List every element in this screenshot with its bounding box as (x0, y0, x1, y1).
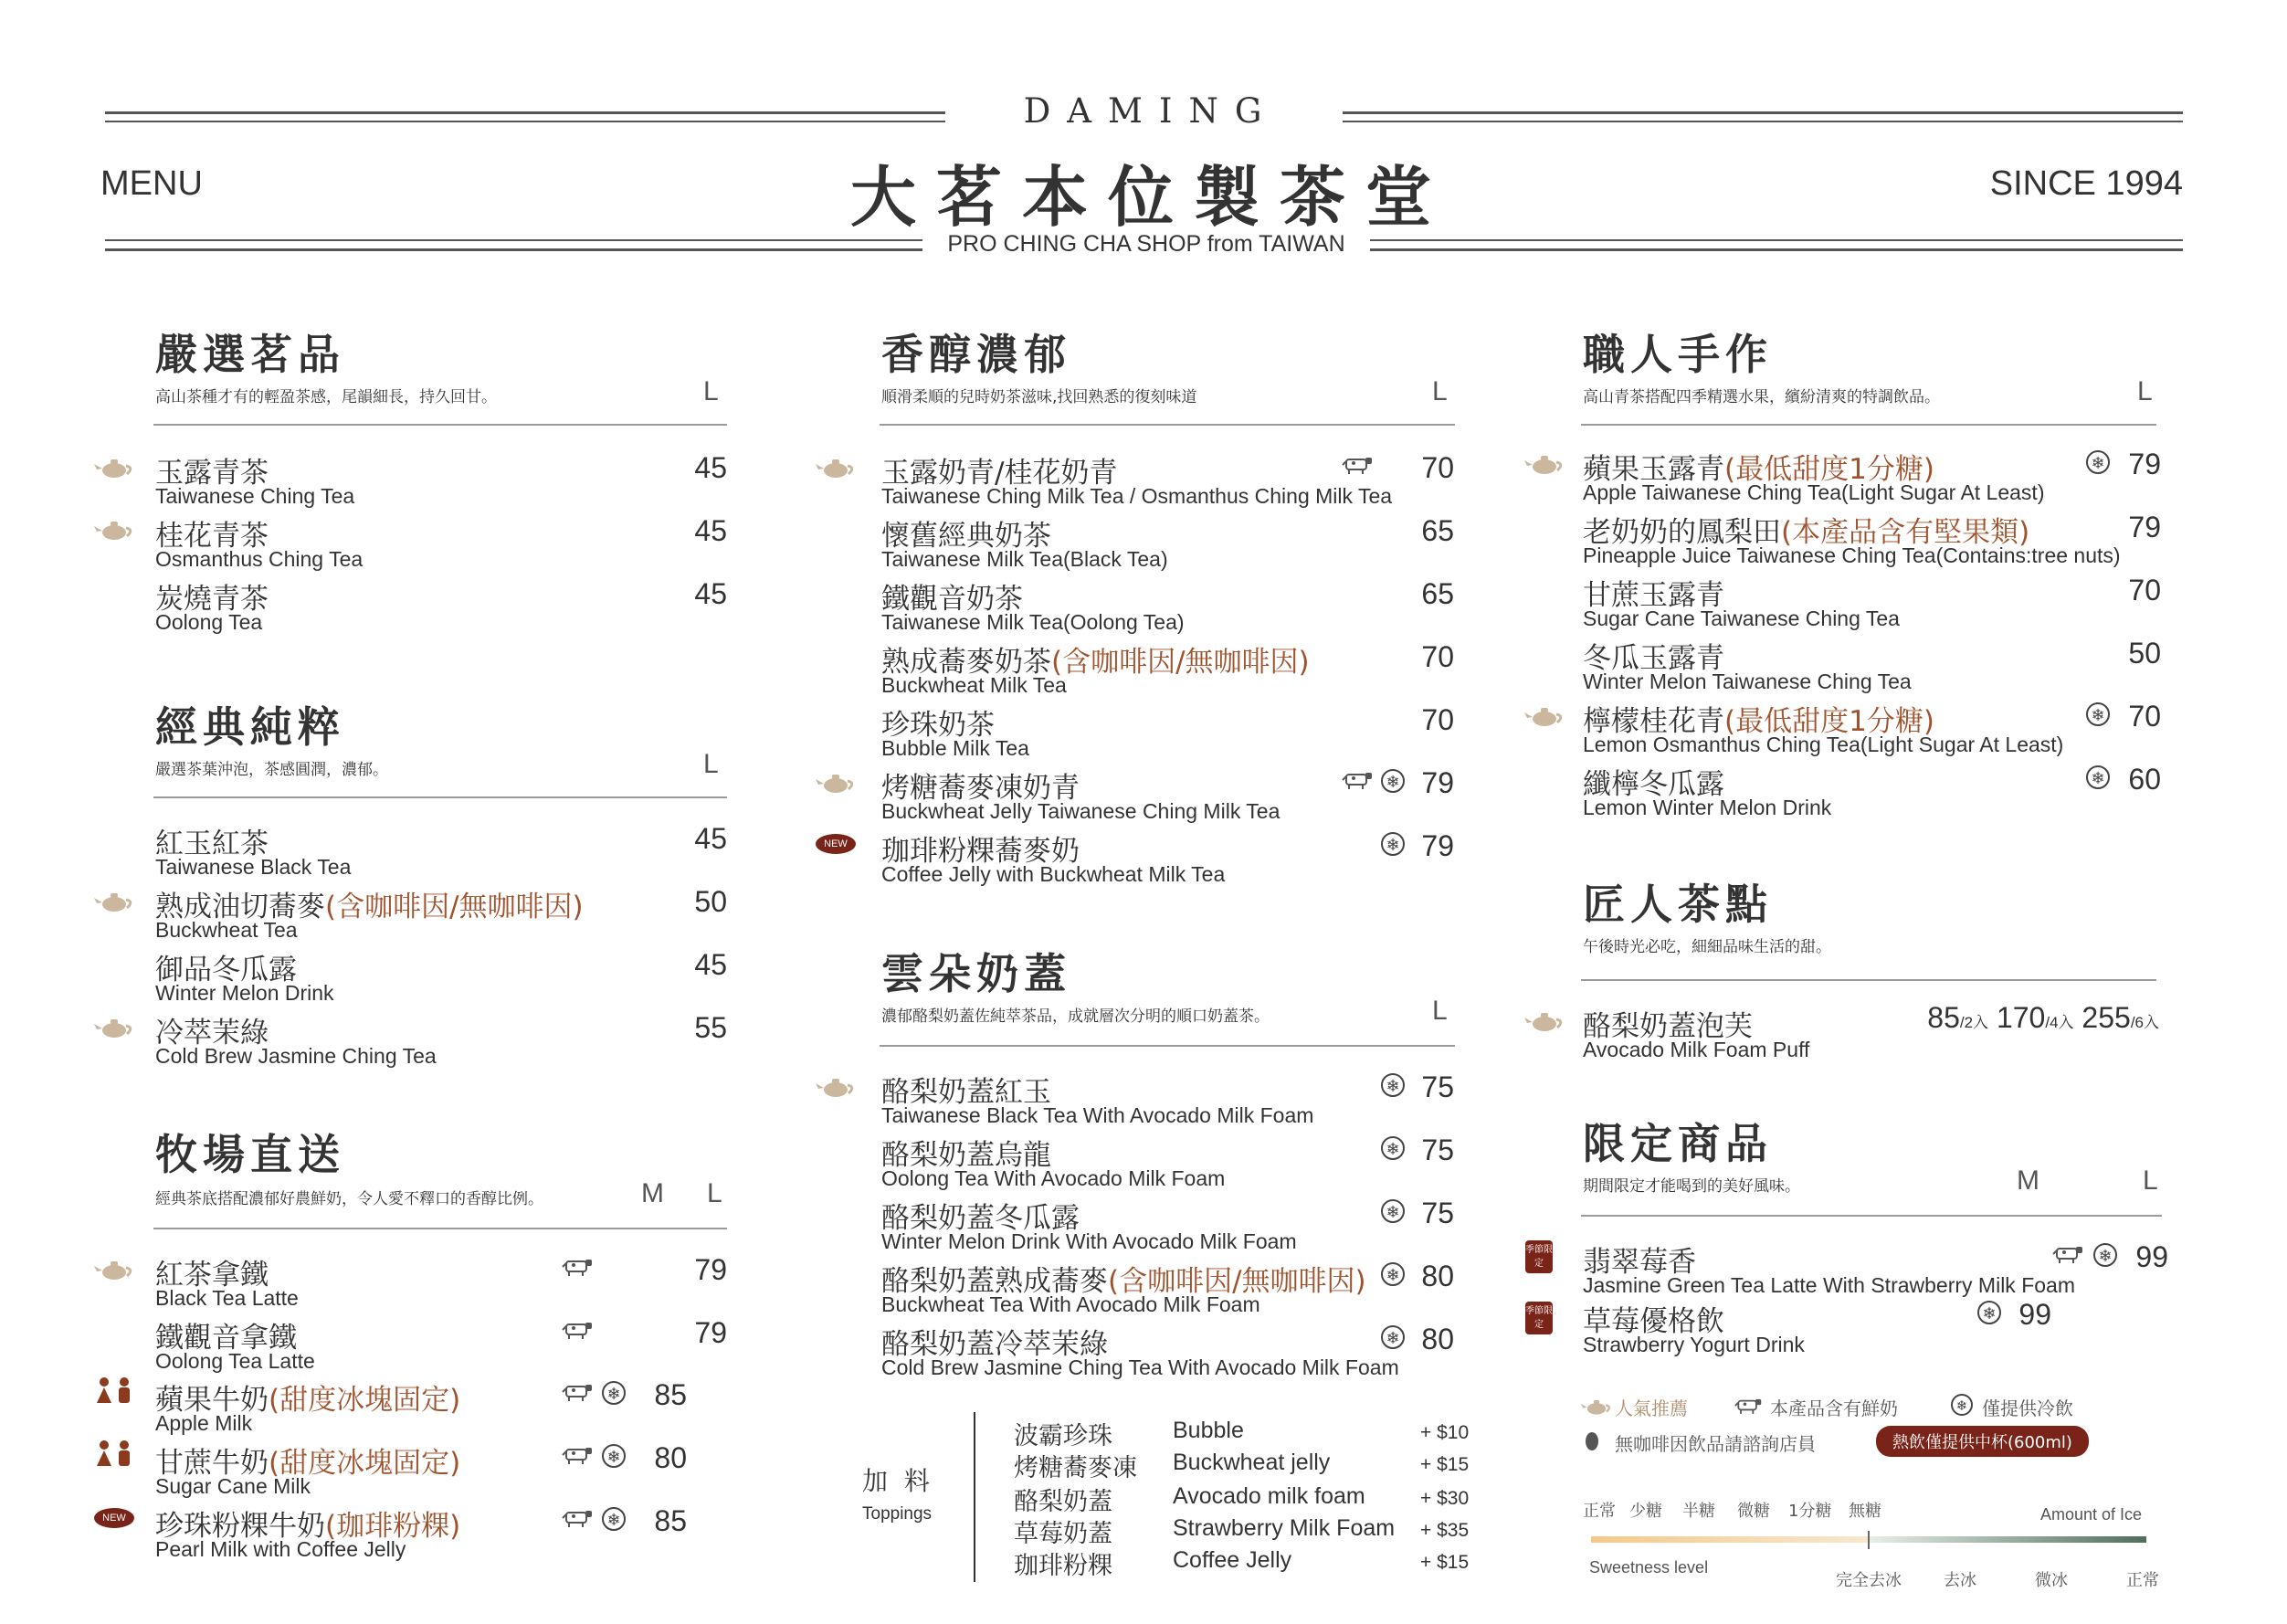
item-price: 65 (1421, 514, 1454, 547)
item-name-en: Pearl Milk with Coffee Jelly (155, 1537, 406, 1561)
seasonal-badge: 季節限定 (1525, 1302, 1553, 1334)
milk-cow-icon (1341, 770, 1374, 790)
ice-light: 微冰 (2035, 1571, 2068, 1590)
item-name: 草莓優格飲 (1583, 1305, 1724, 1338)
cold-only-icon: ❄ (1381, 1262, 1405, 1286)
item-price: 79 (694, 1316, 727, 1349)
section-title-classic: 經典純粹 (155, 702, 345, 752)
milk-cow-icon (561, 1445, 594, 1465)
item-name-en: Taiwanese Black Tea (155, 855, 352, 879)
item-name: 纖檸冬瓜露 (1583, 768, 1724, 801)
milk-cow-icon (2051, 1244, 2084, 1264)
topping-name-en: Avocado milk foam (1173, 1483, 1365, 1509)
item-name: 蘋果玉露青(最低甜度1分糖) (1583, 453, 1934, 486)
teapot-icon (93, 457, 135, 479)
topping-name-en: Strawberry Milk Foam (1173, 1515, 1396, 1541)
menu-label: MENU (100, 164, 203, 203)
item-name: 甘蔗牛奶(甜度冰塊固定) (155, 1447, 461, 1480)
item-price: 75 (1421, 1134, 1454, 1166)
section-rule-ranch (153, 1228, 727, 1229)
item-name-en: Apple Milk (155, 1411, 253, 1435)
cold-only-icon: ❄ (2086, 450, 2110, 474)
item-price: 80 (1421, 1260, 1454, 1292)
teapot-icon (1523, 453, 1565, 475)
item-price: 50 (694, 885, 727, 918)
cold-only-icon: ❄ (1381, 832, 1405, 856)
item-name: 甘蔗玉露青 (1583, 579, 1724, 612)
item-name: 鐵觀音奶茶 (881, 583, 1023, 616)
milk-cow-icon (561, 1382, 594, 1402)
item-price: 70 (2128, 574, 2161, 606)
item-name: 紅玉紅茶 (155, 828, 269, 860)
item-name: 蘋果牛奶(甜度冰塊固定) (155, 1384, 461, 1417)
milk-cow-icon (561, 1508, 594, 1528)
section-title-ranch: 牧場直送 (155, 1130, 345, 1179)
sweetness-light: 微糖 (1737, 1502, 1770, 1521)
kids-icon (93, 1439, 137, 1468)
section-rule-cloud (880, 1045, 1455, 1047)
item-name-en: Winter Melon Drink With Avocado Milk Foam (881, 1229, 1297, 1253)
header-rule-right-bottom2 (1370, 248, 2183, 251)
item-name-en: Jasmine Green Tea Latte With Strawberry Milk Foam (1583, 1273, 2075, 1297)
item-price: 80 (1421, 1323, 1454, 1355)
item-price: 79 (694, 1253, 727, 1286)
item-price: 99 (2135, 1240, 2168, 1273)
cold-only-icon: ❄ (2086, 702, 2110, 726)
item-name: 熟成油切蕎麥(含咖啡因/無咖啡因) (155, 891, 584, 923)
item-price: 79 (2128, 511, 2161, 543)
item-name-en: Sugar Cane Taiwanese Ching Tea (1583, 606, 1900, 630)
cold-only-icon: ❄ (1977, 1301, 2001, 1324)
item-name-en: Cold Brew Jasmine Ching Tea With Avocado Milk Foam (881, 1355, 1399, 1379)
item-name: 炭燒青茶 (155, 583, 269, 616)
item-name-en: Taiwanese Milk Tea(Black Tea) (881, 547, 1168, 571)
brand-name-en: DAMING (1023, 91, 1279, 131)
item-name-en: Bubble Milk Tea (881, 736, 1029, 760)
topping-name: 草莓奶蓋 (1014, 1520, 1112, 1548)
cold-only-icon: ❄ (1381, 769, 1405, 793)
item-name-en: Lemon Osmanthus Ching Tea(Light Sugar At Least) (1583, 733, 2064, 756)
teapot-icon (93, 1259, 135, 1281)
item-name: 熟成蕎麥奶茶(含咖啡因/無咖啡因) (881, 646, 1310, 679)
item-name-en: Pineapple Juice Taiwanese Ching Tea(Contains:tree nuts) (1583, 543, 2121, 567)
header-rule-left-bottom (105, 239, 922, 241)
cold-only-icon: ❄ (1381, 1199, 1405, 1223)
item-name: 冬瓜玉露青 (1583, 642, 1724, 675)
seasonal-badge: 季節限定 (1525, 1240, 1553, 1273)
size-l-cloud: L (1432, 996, 1448, 1026)
topping-name: 酪梨奶蓋 (1014, 1488, 1112, 1516)
item-price: 85 (654, 1378, 687, 1411)
section-desc-cloud: 濃郁酪梨奶蓋佐純萃茶品，成就層次分明的順口奶蓋茶。 (881, 1007, 1270, 1026)
item-name-en: Cold Brew Jasmine Ching Tea (155, 1044, 437, 1068)
size-m-limited: M (2017, 1165, 2039, 1196)
item-price: 50 (2128, 637, 2161, 670)
cold-only-icon: ❄ (2093, 1243, 2117, 1267)
topping-name-en: Bubble (1173, 1418, 1244, 1443)
header-rule-left-top2 (105, 121, 945, 122)
teapot-icon (1523, 705, 1565, 727)
topping-name: 珈琲粉粿 (1014, 1552, 1112, 1580)
item-name: 酪梨奶蓋冬瓜露 (881, 1202, 1080, 1235)
section-title-rich: 香醇濃郁 (881, 330, 1071, 379)
item-name-en: Taiwanese Milk Tea(Oolong Tea) (881, 610, 1185, 634)
toppings-divider (974, 1412, 975, 1582)
section-title-limited: 限定商品 (1583, 1119, 1773, 1168)
legend-decaf: 無咖啡因飲品請諮詢店員 (1615, 1433, 1816, 1455)
brand-name-zh: 大茗本位製茶堂 (849, 159, 1451, 236)
section-desc-snack: 午後時光必吃，細細品味生活的甜。 (1583, 938, 1831, 956)
topping-price: + $35 (1420, 1520, 1470, 1541)
section-rule-limited (1581, 1215, 2162, 1217)
size-l-classic: L (703, 749, 719, 779)
size-l-ranch: L (707, 1178, 722, 1208)
item-name: 酪梨奶蓋烏龍 (881, 1139, 1051, 1172)
item-price: 45 (694, 514, 727, 547)
item-name: 珍珠奶茶 (881, 709, 995, 742)
section-rule-selected (153, 424, 727, 426)
new-badge: NEW (816, 834, 856, 854)
sweetness-one: 1分糖 (1788, 1502, 1832, 1521)
item-price: 70 (2128, 700, 2161, 733)
item-price: 79 (1421, 766, 1454, 799)
item-name: 烤糖蕎麥凍奶青 (881, 772, 1080, 805)
section-title-cloud: 雲朵奶蓋 (881, 949, 1071, 998)
item-name: 桂花青茶 (155, 520, 269, 553)
ice-bar (1869, 1536, 2146, 1543)
sweetness-normal: 正常 (1583, 1502, 1616, 1521)
topping-price: + $10 (1420, 1422, 1470, 1443)
item-name: 玉露青茶 (155, 457, 269, 490)
sweetness-half: 半糖 (1682, 1502, 1715, 1521)
teapot-icon (93, 1017, 135, 1039)
size-l-limited: L (2143, 1165, 2158, 1196)
item-name: 御品冬瓜露 (155, 954, 297, 986)
section-desc-selected: 高山茶種才有的輕盈茶感，尾韻細長，持久回甘。 (155, 388, 497, 406)
scale-divider (1868, 1531, 1870, 1549)
teapot-icon (815, 457, 857, 479)
teapot-icon (93, 519, 135, 541)
item-name-en: Sugar Cane Milk (155, 1474, 311, 1498)
legend-milk: 本產品含有鮮奶 (1770, 1397, 1898, 1419)
item-price: 70 (1421, 703, 1454, 736)
cold-only-icon: ❄ (1381, 1136, 1405, 1160)
item-price: 85 (654, 1504, 687, 1537)
item-price: 75 (1421, 1197, 1454, 1229)
section-desc-classic: 嚴選茶葉沖泡，茶感圓潤，濃郁。 (155, 761, 388, 779)
cold-only-icon: ❄ (1381, 1325, 1405, 1349)
item-price: 70 (1421, 451, 1454, 484)
item-name-en: Taiwanese Black Tea With Avocado Milk Foam (881, 1103, 1314, 1127)
item-name: 老奶奶的鳳梨田(本產品含有堅果類) (1583, 516, 2030, 549)
teapot-icon (1580, 1397, 1613, 1416)
milk-cow-icon (1734, 1397, 1763, 1415)
item-name-en: Oolong Tea (155, 610, 263, 634)
cold-only-icon: ❄ (602, 1444, 626, 1468)
item-name: 懷舊經典奶茶 (881, 520, 1051, 553)
cold-only-icon: ❄ (602, 1381, 626, 1405)
item-name-en: Coffee Jelly with Buckwheat Milk Tea (881, 862, 1226, 886)
item-name-en: Strawberry Yogurt Drink (1583, 1333, 1805, 1356)
item-name-en: Buckwheat Jelly Taiwanese Ching Milk Tea (881, 799, 1281, 823)
section-title-snack: 匠人茶點 (1583, 880, 1773, 929)
item-name: 冷萃茉綠 (155, 1017, 269, 1049)
item-name: 酪梨奶蓋熟成蕎麥(含咖啡因/無咖啡因) (881, 1265, 1366, 1298)
item-name-en: Taiwanese Ching Milk Tea / Osmanthus Ching Milk Tea (881, 484, 1393, 508)
item-price: 45 (694, 451, 727, 484)
section-title-craft: 職人手作 (1583, 330, 1773, 379)
teapot-icon (93, 891, 135, 912)
milk-cow-icon (561, 1320, 594, 1340)
since-label: SINCE 1994 (1989, 164, 2183, 203)
size-l-selected: L (703, 376, 719, 406)
hot-drink-badge: 熱飲僅提供中杯(600ml) (1876, 1426, 2089, 1457)
header-rule-right-top2 (1343, 121, 2183, 122)
header-rule-right-bottom (1370, 239, 2183, 241)
item-name: 檸檬桂花青(最低甜度1分糖) (1583, 705, 1934, 738)
teapot-icon (1523, 1010, 1565, 1032)
item-name: 酪梨奶蓋冷萃茉綠 (881, 1328, 1108, 1361)
item-price: 55 (694, 1011, 727, 1044)
item-name: 鐵觀音拿鐵 (155, 1322, 297, 1355)
item-name-en: Buckwheat Tea With Avocado Milk Foam (881, 1292, 1260, 1316)
teapot-icon (815, 772, 857, 794)
section-rule-classic (153, 796, 727, 798)
size-m-ranch: M (641, 1178, 664, 1208)
item-name-en: Buckwheat Milk Tea (881, 673, 1067, 697)
section-desc-ranch: 經典茶底搭配濃郁好農鮮奶，令人愛不釋口的香醇比例。 (155, 1190, 543, 1208)
item-price: 79 (2128, 448, 2161, 480)
item-name-en: Osmanthus Ching Tea (155, 547, 364, 571)
item-name-en: Avocado Milk Foam Puff (1583, 1038, 1810, 1061)
item-price: 65 (1421, 577, 1454, 610)
item-price: 70 (1421, 640, 1454, 673)
header-rule-left-bottom2 (105, 248, 922, 251)
sweetness-less: 少糖 (1629, 1502, 1662, 1521)
milk-cow-icon (1341, 455, 1374, 475)
item-price: 45 (694, 822, 727, 855)
item-price: 75 (1421, 1070, 1454, 1103)
item-name-en: Black Tea Latte (155, 1286, 299, 1310)
item-name: 翡翠莓香 (1583, 1246, 1696, 1279)
size-l-craft: L (2137, 376, 2153, 406)
sweetness-none: 無糖 (1849, 1502, 1881, 1521)
item-price: 45 (694, 577, 727, 610)
item-price: 79 (1421, 829, 1454, 862)
item-name-en: Oolong Tea With Avocado Milk Foam (881, 1166, 1226, 1190)
teapot-icon (815, 1076, 857, 1098)
section-rule-craft (1581, 424, 2156, 426)
cold-only-icon: ❄ (1381, 1073, 1405, 1097)
toppings-title: 加料 (862, 1466, 947, 1496)
item-name-en: Buckwheat Tea (155, 918, 298, 942)
item-price: 80 (654, 1441, 687, 1474)
new-badge: NEW (94, 1508, 134, 1528)
milk-cow-icon (561, 1257, 594, 1277)
item-name: 珍珠粉粿牛奶(珈琲粉粿) (155, 1510, 461, 1543)
kids-icon (93, 1376, 137, 1405)
header-rule-right-top (1343, 111, 2183, 114)
topping-name-en: Coffee Jelly (1173, 1547, 1292, 1573)
section-title-selected: 嚴選茗品 (155, 330, 345, 379)
legend-popular: 人氣推薦 (1615, 1397, 1688, 1419)
brand-subtitle: PRO CHING CHA SHOP from TAIWAN (947, 231, 1345, 257)
topping-price: + $15 (1420, 1454, 1470, 1475)
sweetness-bar (1591, 1536, 1869, 1543)
item-name-en: Apple Taiwanese Ching Tea(Light Sugar At Least) (1583, 480, 2045, 504)
section-rule-snack (1581, 979, 2156, 981)
item-name-en: Lemon Winter Melon Drink (1583, 796, 1832, 819)
section-desc-craft: 高山青茶搭配四季精選水果，繽紛清爽的特調飲品。 (1583, 388, 1940, 406)
ice-amount-label: Amount of Ice (2040, 1505, 2143, 1524)
item-name-en: Winter Melon Taiwanese Ching Tea (1583, 670, 1912, 693)
topping-name: 波霸珍珠 (1014, 1422, 1112, 1450)
legend-cold: 僅提供冷飲 (1982, 1397, 2073, 1419)
item-name-en: Winter Melon Drink (155, 981, 334, 1005)
item-name: 酪梨奶蓋紅玉 (881, 1076, 1051, 1109)
topping-name-en: Buckwheat jelly (1173, 1450, 1331, 1475)
cold-only-icon: ❄ (2086, 765, 2110, 789)
ice-normal: 正常 (2126, 1571, 2159, 1590)
item-price: 99 (2018, 1298, 2051, 1331)
item-name: 玉露奶青/桂花奶青 (881, 457, 1118, 490)
size-l-rich: L (1432, 376, 1448, 406)
item-name: 珈琲粉粿蕎麥奶 (881, 835, 1080, 868)
item-name: 酪梨奶蓋泡芙 (1583, 1010, 1753, 1043)
sweetness-level-label: Sweetness level (1589, 1558, 1709, 1577)
ice-none: 完全去冰 (1836, 1571, 1902, 1590)
item-price: 45 (694, 948, 727, 981)
cold-only-icon: ❄ (602, 1507, 626, 1531)
item-name: 紅茶拿鐵 (155, 1259, 269, 1292)
snack-prices: 85/2入 170/4入 255/6入 (1927, 1001, 2159, 1034)
toppings-subtitle: Toppings (862, 1504, 933, 1524)
item-price: 60 (2128, 763, 2161, 796)
section-rule-rich (880, 424, 1455, 426)
decaf-bean-icon (1586, 1432, 1598, 1450)
topping-name: 烤糖蕎麥凍 (1014, 1454, 1137, 1482)
section-desc-rich: 順滑柔順的兒時奶茶滋味,找回熟悉的復刻味道 (881, 388, 1197, 406)
header-rule-left-top (105, 111, 945, 114)
item-name-en: Taiwanese Ching Tea (155, 484, 355, 508)
topping-price: + $15 (1420, 1552, 1470, 1573)
ice-less: 去冰 (1944, 1571, 1976, 1590)
cold-only-icon: ❄ (1951, 1394, 1973, 1416)
topping-price: + $30 (1420, 1488, 1470, 1509)
item-name-en: Oolong Tea Latte (155, 1349, 315, 1373)
section-desc-limited: 期間限定才能喝到的美好風味。 (1583, 1177, 1800, 1196)
